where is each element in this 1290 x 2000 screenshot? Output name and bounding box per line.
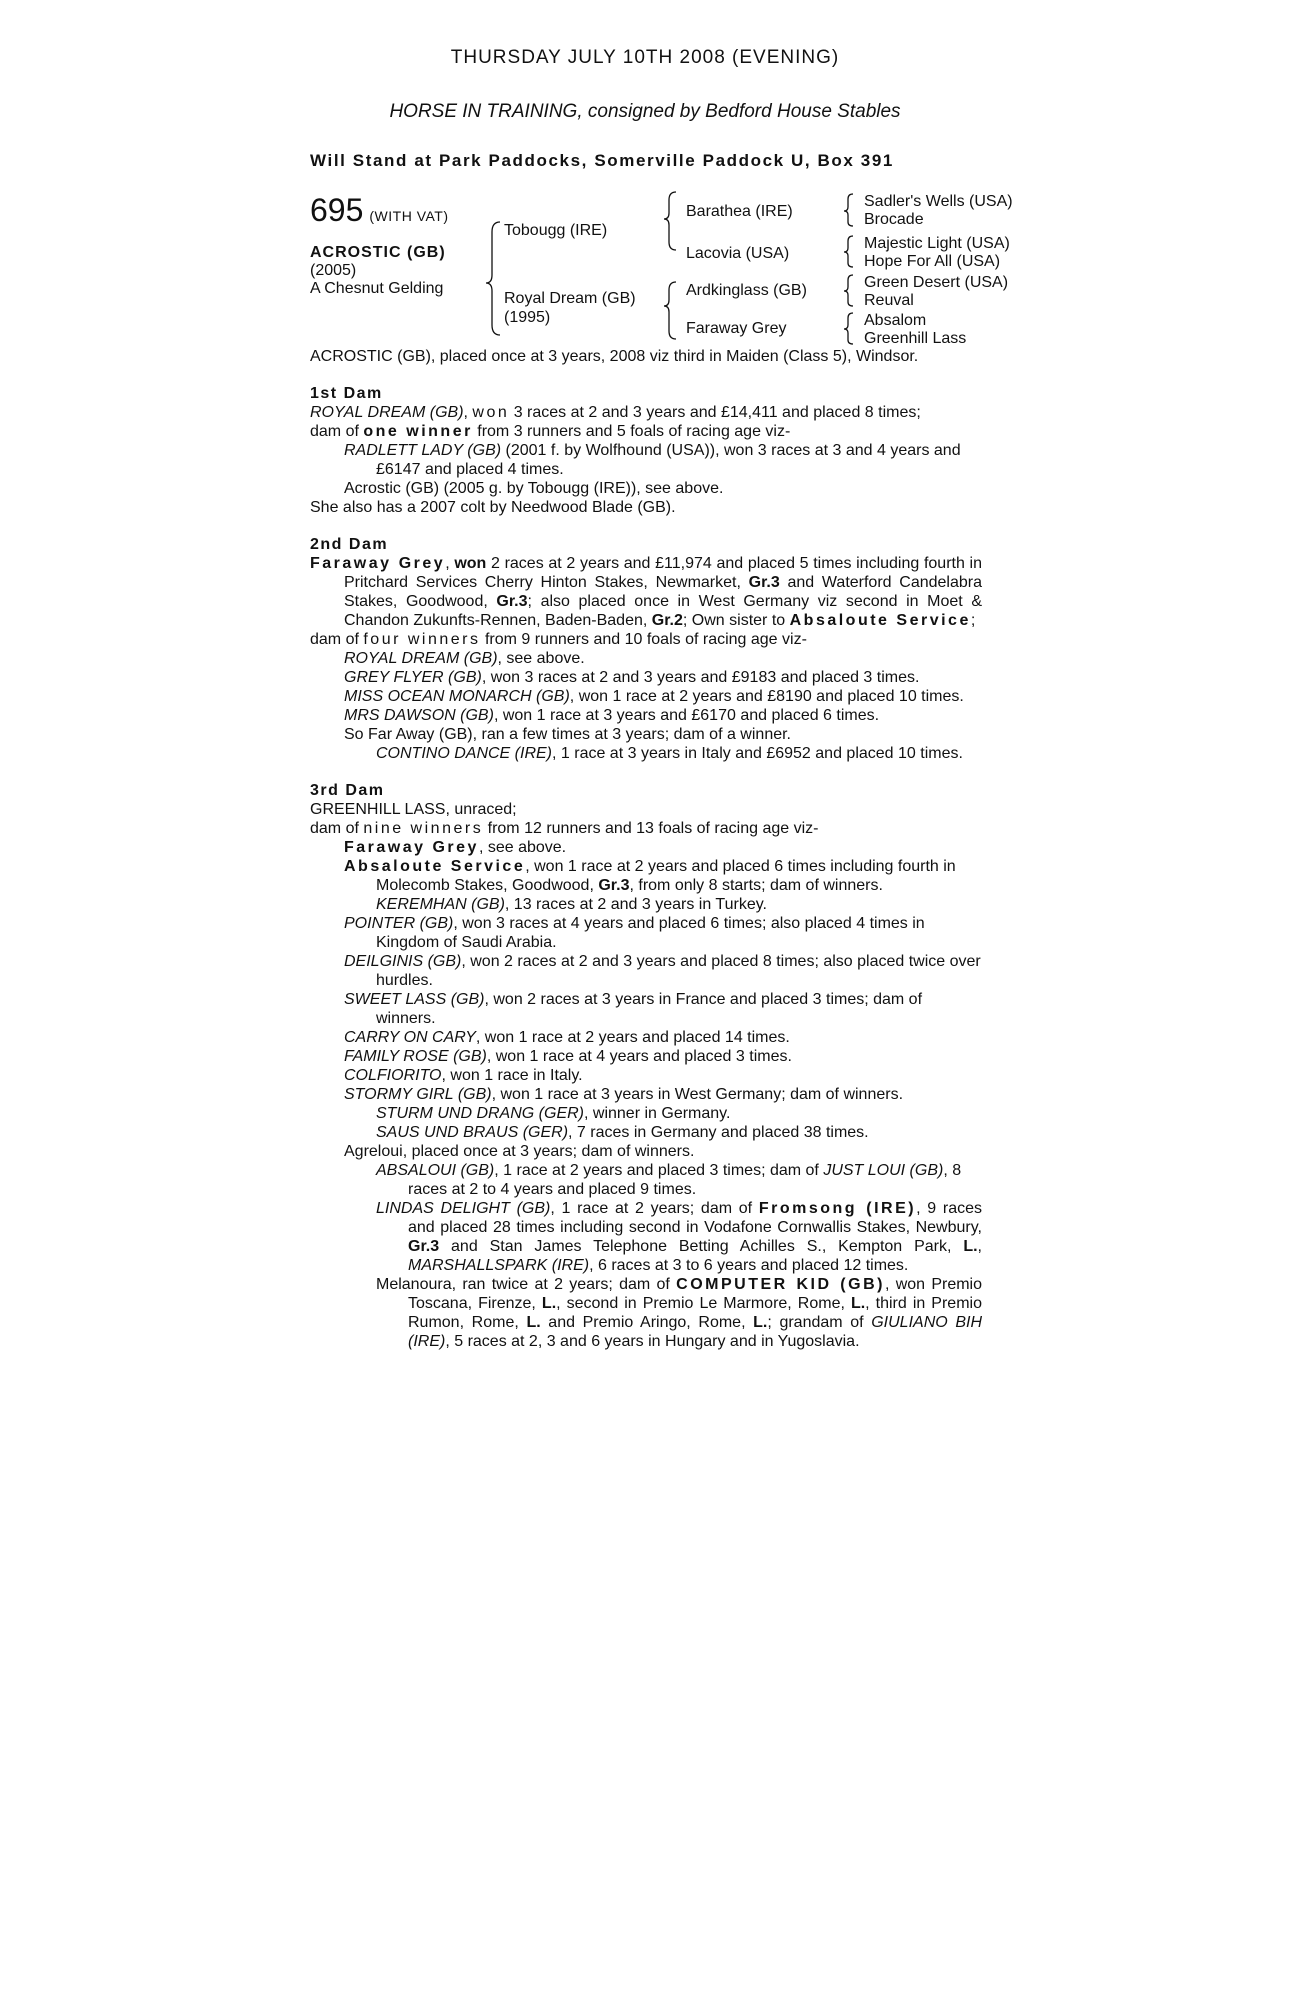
third-dam-produce-line — [310, 819, 982, 838]
produce-name: SWEET LASS (GB) — [344, 991, 485, 1008]
grade: L. — [541, 1295, 557, 1312]
produce-entry — [310, 441, 982, 479]
text: , won 2 races at 2 and 3 years and placed 8 times; also placed twice over hurdles. — [376, 953, 981, 989]
text: 3 races at 2 and 3 years and £14,411 and placed 8 times; — [509, 404, 921, 421]
produce-entry: Agreloui, placed once at 3 years; dam of winners. — [344, 1143, 695, 1160]
text: , second in Premio Le Marmore, Rome, — [556, 1295, 851, 1312]
produce-entry — [310, 1066, 982, 1085]
text: , won 3 races at 4 years and placed 6 times; also placed 4 times in Kingdom of Saudi Arabia. — [376, 915, 925, 951]
text: , from only 8 starts; dam of winners. — [629, 877, 883, 894]
brace-g1 — [844, 194, 853, 226]
grade: Gr.3 — [748, 574, 780, 591]
gg-8: Greenhill Lass — [864, 330, 967, 347]
produce-name: GREY FLYER (GB) — [344, 669, 482, 686]
produce-entry — [310, 857, 982, 895]
produce-note: She also has a 2007 colt by Needwood Blade (GB). — [310, 499, 676, 516]
text: 2 races at 2 years and £11,974 and placed 5 times including fourth in Pritchard Services Cherry Hinton Stakes, Newmarket, — [344, 555, 982, 591]
text: , see above. — [497, 650, 585, 667]
stand-location: Will Stand at Park Paddocks, Somerville Paddock U, Box 391 — [310, 151, 894, 170]
text: , 1 race at 2 years; dam of — [550, 1200, 759, 1217]
text: won — [472, 404, 510, 421]
sire-sire: Barathea (IRE) — [686, 203, 793, 220]
produce-entry — [310, 1123, 982, 1142]
second-dam-section — [310, 535, 982, 763]
text: ; grandam of — [767, 1314, 872, 1331]
produce-name: Faraway Grey — [344, 839, 479, 856]
text: , 13 races at 2 and 3 years in Turkey. — [504, 896, 767, 913]
text: and Stan James Telephone Betting Achilles S., Kempton Park, — [439, 1238, 964, 1255]
text: , won 2 races at 3 years in France and placed 3 times; dam of winners. — [376, 991, 923, 1027]
gg-3: Majestic Light (USA) — [864, 235, 1010, 252]
grade: L. — [526, 1314, 541, 1331]
text: , see above. — [478, 839, 567, 856]
brace-sire — [664, 192, 676, 250]
text: ; — [970, 612, 976, 629]
produce-name: ABSALOUI (GB) — [376, 1162, 495, 1179]
text: , won Premio Toscana, Firenze, — [408, 1276, 983, 1312]
sale-date: THURSDAY JULY 10TH 2008 (EVENING) — [450, 47, 840, 68]
produce-name: MISS OCEAN MONARCH (GB) — [344, 688, 570, 705]
produce-name: GIULIANO BIH (IRE) — [408, 1314, 983, 1350]
produce-entry — [310, 895, 982, 914]
text: , won 1 race at 2 years and £8190 and placed 10 times. — [569, 688, 964, 705]
dam-name: Faraway Grey — [310, 555, 446, 572]
produce-entry — [310, 687, 982, 706]
gg-4: Hope For All (USA) — [864, 253, 1001, 270]
text: , 8 races at 2 to 4 years and placed 9 times. — [408, 1162, 962, 1198]
produce-entry — [310, 1047, 982, 1066]
text: from 3 runners and 5 foals of racing age viz- — [472, 423, 791, 440]
produce-name: COLFIORITO — [344, 1067, 442, 1084]
produce-entry — [310, 1199, 982, 1275]
brace-g2 — [844, 236, 853, 267]
pedigree-braces — [0, 0, 1290, 360]
text: from 12 runners and 13 foals of racing age viz- — [483, 820, 819, 837]
dam: Royal Dream (GB) — [504, 290, 636, 307]
grade: L. — [850, 1295, 866, 1312]
text: ; Own sister to — [682, 612, 790, 629]
gg-2: Brocade — [864, 211, 924, 228]
produce-entry — [310, 914, 982, 952]
first-dam-section — [310, 384, 982, 517]
text: dam of — [310, 631, 364, 648]
text: from 9 runners and 10 foals of racing age viz- — [480, 631, 807, 648]
dam-year: (1995) — [504, 309, 551, 326]
text: dam of — [310, 820, 364, 837]
produce-name: STURM UND DRANG (GER) — [376, 1105, 584, 1122]
produce-name: POINTER (GB) — [344, 915, 454, 932]
produce-entry — [310, 952, 982, 990]
text: ; also placed once in West Germany viz second in Moet & Chandon Zukunfts-Rennen, Baden-Baden, — [344, 593, 982, 629]
gg-7: Absalom — [864, 312, 927, 329]
sire-dam: Lacovia (USA) — [686, 245, 790, 262]
text: , 1 race at 2 years and placed 3 times; dam of — [494, 1162, 824, 1179]
produce-entry — [310, 1028, 982, 1047]
produce-name: CARRY ON CARY — [344, 1029, 476, 1046]
produce-entry — [310, 744, 982, 763]
grade: Gr.3 — [408, 1238, 440, 1255]
third-dam-section — [310, 781, 982, 1351]
grade: L. — [753, 1314, 768, 1331]
produce-name: SAUS UND BRAUS (GER) — [376, 1124, 569, 1141]
text: , 6 races at 3 to 6 years and placed 12 times. — [589, 1257, 909, 1274]
text: won — [454, 555, 487, 572]
winner-count: one winner — [363, 423, 473, 440]
gg-5: Green Desert (USA) — [864, 274, 1009, 291]
third-dam-record: GREENHILL LASS, unraced; — [310, 801, 517, 818]
produce-name: Absaloute Service — [344, 858, 526, 875]
produce-entry — [310, 1104, 982, 1123]
gg-1: Sadler's Wells (USA) — [864, 193, 1013, 210]
produce-name: MARSHALLSPARK (IRE) — [408, 1257, 590, 1274]
text: Melanoura, ran twice at 2 years; dam of — [376, 1276, 677, 1293]
winner-count: four winners — [363, 631, 481, 648]
race-summary: ACROSTIC (GB), placed once at 3 years, 2008 viz third in Maiden (Class 5), Windsor. — [310, 348, 919, 365]
brace-g4 — [844, 313, 853, 344]
consignment-line: HORSE IN TRAINING, consigned by Bedford House Stables — [389, 101, 901, 122]
produce-entry — [310, 649, 982, 668]
produce-entry — [310, 668, 982, 687]
second-dam-produce-line — [310, 630, 982, 649]
text: dam of — [310, 423, 364, 440]
text: , won 1 race at 2 years and placed 14 times. — [475, 1029, 790, 1046]
text: and Premio Aringo, Rome, — [540, 1314, 754, 1331]
text: , won 1 race at 2 years and placed 6 times including fourth in Molecomb Stakes, Goodwood, — [376, 858, 956, 894]
catalogue-body — [310, 347, 982, 1351]
dam-dam: Faraway Grey — [686, 320, 787, 337]
text: , — [445, 555, 455, 572]
produce-entry: So Far Away (GB), ran a few times at 3 years; dam of a winner. — [344, 726, 791, 743]
lot-number: 695 — [310, 192, 364, 228]
text: , winner in Germany. — [584, 1105, 731, 1122]
grade: Gr.2 — [651, 612, 683, 629]
text: and Waterford Candelabra Stakes, Goodwood, — [344, 574, 983, 610]
vat-note: (WITH VAT) — [369, 208, 449, 224]
brace-g3 — [844, 275, 853, 306]
produce-name: Fromsong (IRE) — [758, 1200, 917, 1217]
produce-name: RADLETT LADY (GB) — [344, 442, 502, 459]
brace-main — [486, 222, 500, 335]
text: , won 1 race at 3 years and £6170 and placed 6 times. — [493, 707, 880, 724]
horse-year: (2005) — [310, 262, 357, 279]
produce-name: FAMILY ROSE (GB) — [344, 1048, 487, 1065]
text: , won 1 race at 4 years and placed 3 times. — [486, 1048, 792, 1065]
second-dam-heading: 2nd Dam — [310, 536, 389, 553]
text: , won 3 races at 2 and 3 years and £9183 and placed 3 times. — [481, 669, 920, 686]
horse-name: ACROSTIC (GB) — [310, 244, 446, 261]
grade: L. — [963, 1238, 978, 1255]
text: , 1 race at 3 years in Italy and £6952 and placed 10 times. — [552, 745, 963, 762]
winner-count: nine winners — [363, 820, 484, 837]
produce-entry — [310, 706, 982, 725]
dam-name: ROYAL DREAM (GB) — [310, 404, 464, 421]
text: , 9 races and placed 28 times including second in Vodafone Cornwallis Stakes, Newbury, — [408, 1200, 983, 1236]
produce-entry — [310, 1085, 982, 1104]
produce-name: ROYAL DREAM (GB) — [344, 650, 498, 667]
produce-entry — [310, 1161, 982, 1199]
first-dam-line — [310, 403, 982, 422]
produce-name: LINDAS DELIGHT (GB) — [376, 1200, 551, 1217]
produce-name: JUST LOUI (GB) — [823, 1162, 944, 1179]
dam-sire: Ardkinglass (GB) — [686, 282, 807, 299]
text: , 7 races in Germany and placed 38 times. — [568, 1124, 869, 1141]
produce-name: COMPUTER KID (GB) — [676, 1276, 885, 1293]
grade: Gr.3 — [496, 593, 528, 610]
sire: Tobougg (IRE) — [504, 222, 608, 239]
text: , — [463, 404, 473, 421]
grade: Gr.3 — [598, 877, 630, 894]
horse-description: A Chesnut Gelding — [310, 280, 444, 297]
first-dam-produce-line — [310, 422, 982, 441]
brace-dam — [664, 282, 676, 339]
produce-entry — [310, 1275, 982, 1351]
produce-entry: Acrostic (GB) (2005 g. by Tobougg (IRE)), see above. — [344, 480, 724, 497]
text: (2001 f. by Wolfhound (USA)), won 3 races at 3 and 4 years and £6147 and placed 4 times. — [376, 442, 961, 478]
first-dam-heading: 1st Dam — [310, 385, 383, 402]
produce-name: DEILGINIS (GB) — [344, 953, 462, 970]
sibling-name: Absaloute Service — [789, 612, 971, 629]
text: , won 1 race at 3 years in West Germany; dam of winners. — [491, 1086, 904, 1103]
produce-name: CONTINO DANCE (IRE) — [376, 745, 552, 762]
produce-name: MRS DAWSON (GB) — [344, 707, 494, 724]
second-dam-record — [310, 554, 982, 630]
produce-entry — [310, 838, 982, 857]
third-dam-heading: 3rd Dam — [310, 782, 385, 799]
produce-name: KEREMHAN (GB) — [376, 896, 505, 913]
text: , third in Premio Rumon, Rome, — [408, 1295, 982, 1331]
text: , 5 races at 2, 3 and 6 years in Hungary and in Yugoslavia. — [445, 1333, 860, 1350]
produce-name: STORMY GIRL (GB) — [344, 1086, 492, 1103]
produce-entry — [310, 990, 982, 1028]
gg-6: Reuval — [864, 292, 914, 309]
text: , won 1 race in Italy. — [441, 1067, 583, 1084]
text: , — [977, 1238, 982, 1255]
